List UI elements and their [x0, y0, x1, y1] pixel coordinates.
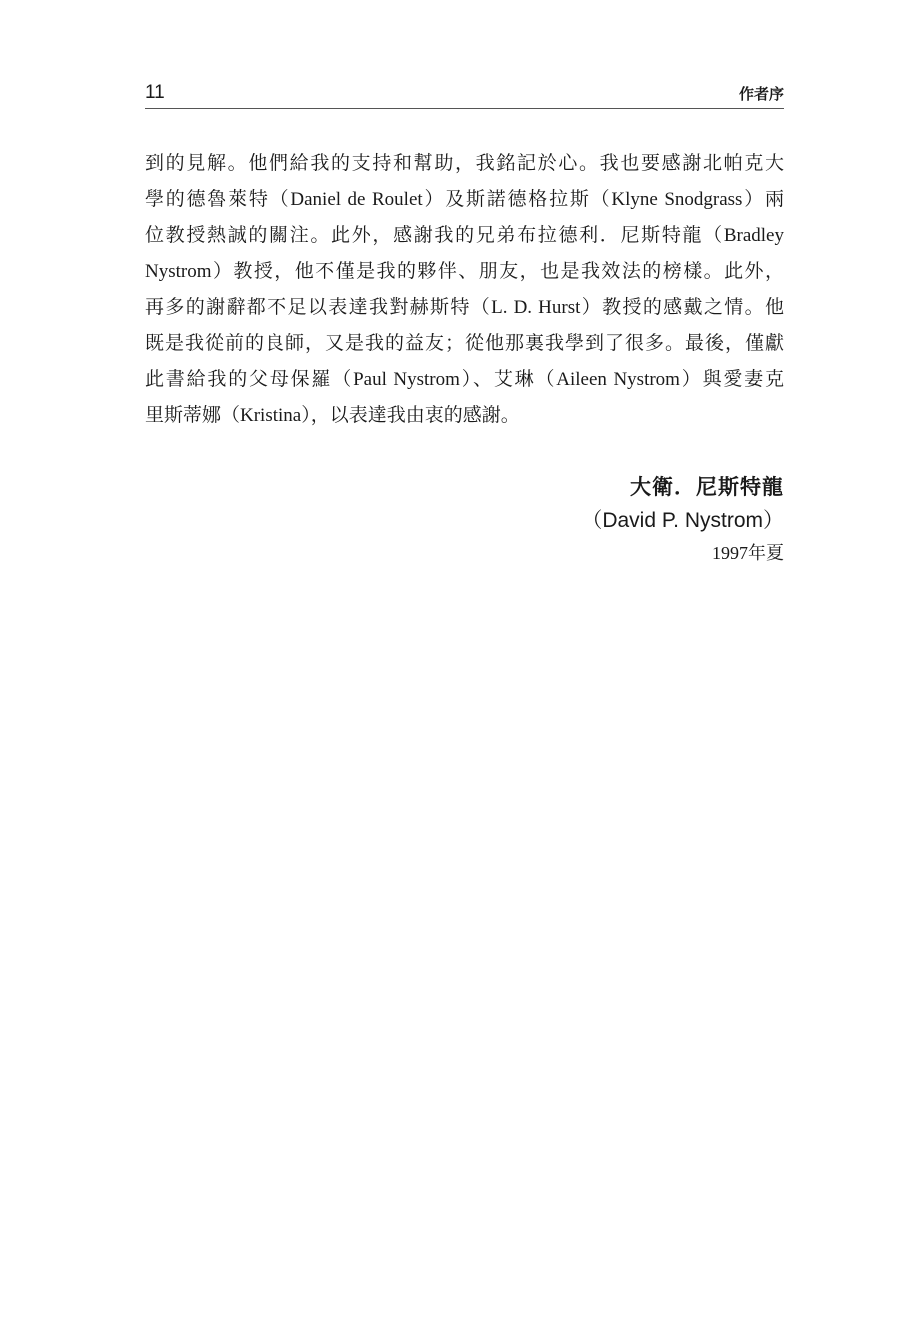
author-name-chinese: 大衛．尼斯特龍	[630, 475, 784, 499]
text-line: 位教授熱誠的關注。此外，感謝我的兄弟布拉德利．尼斯特龍（Bradley	[145, 225, 784, 246]
running-title: 作者序	[738, 85, 784, 103]
text-line: 到的見解。他們給我的支持和幫助，我銘記於心。我也要感謝北帕克大	[145, 153, 784, 174]
page-number: 11	[145, 82, 165, 103]
author-name-latin: （David P. Nystrom）	[581, 509, 784, 532]
text-line: 學的德魯萊特（Daniel de Roulet）及斯諾德格拉斯（Klyne Snodgrass）兩	[145, 189, 784, 210]
author-signature	[581, 470, 784, 568]
text-line: 此書給我的父母保羅（Paul Nystrom）、艾琳（Aileen Nystrom）與愛妻克	[145, 369, 784, 390]
signature-date: 1997年夏	[712, 543, 784, 563]
text-line: 再多的謝辭都不足以表達我對赫斯特（L. D. Hurst）教授的感戴之情。他	[145, 297, 784, 318]
body-paragraph	[145, 146, 784, 434]
text-line: Nystrom）教授，他不僅是我的夥伴、朋友，也是我效法的榜樣。此外，	[145, 261, 784, 282]
text-line: 既是我從前的良師，又是我的益友；從他那裏我學到了很多。最後，僅獻	[145, 333, 784, 354]
text-line: 里斯蒂娜（Kristina），以表達我由衷的感謝。	[145, 405, 520, 426]
page-header	[145, 82, 784, 109]
